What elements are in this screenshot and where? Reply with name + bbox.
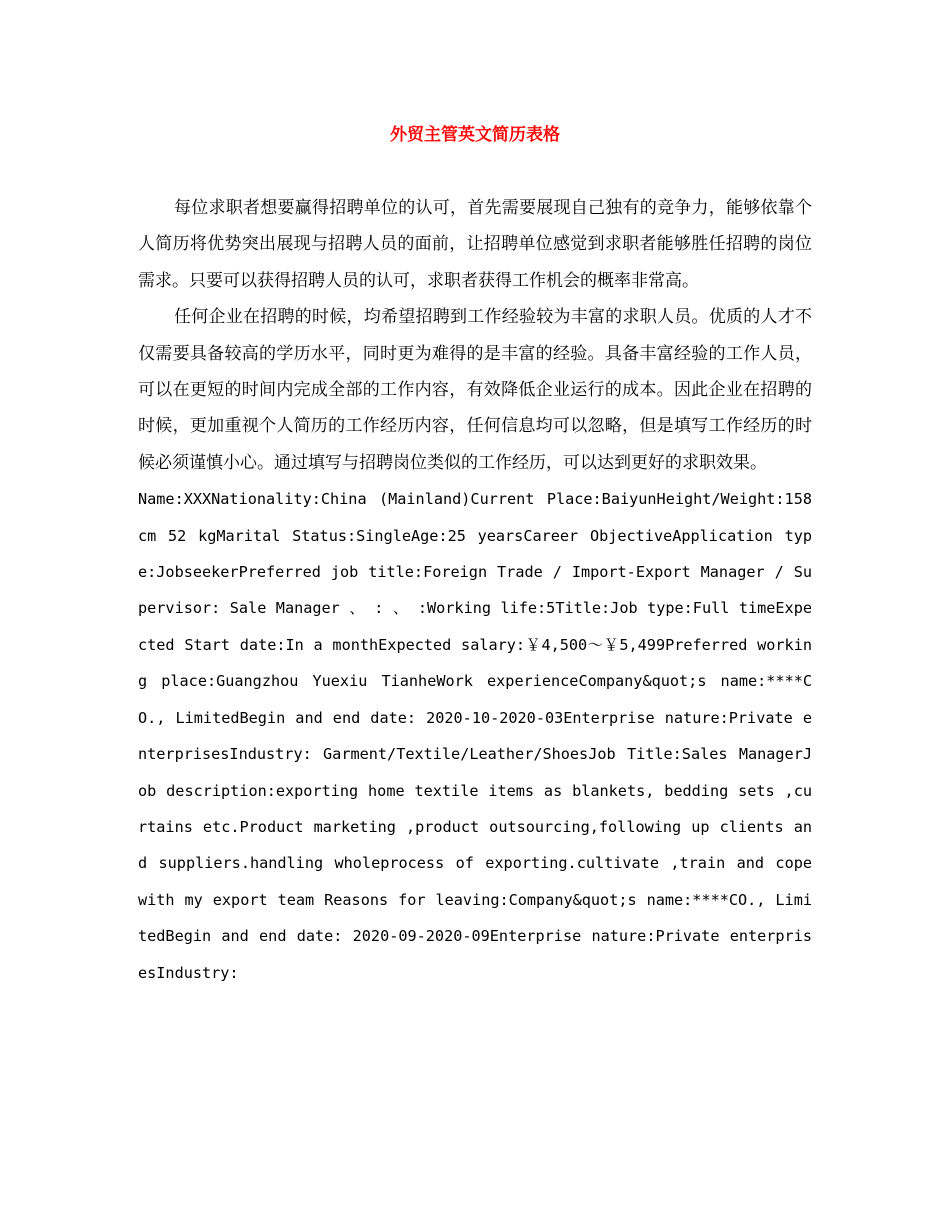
experience-paragraph: 任何企业在招聘的时候，均希望招聘到工作经验较为丰富的求职人员。优质的人才不仅需要具备较高的学历水平，同时更为难得的是丰富的经验。具备丰富经验的工作人员，可以在更短的时间内完成全部的工作内容，有效降低企业运行的成本。因此企业在招聘的时候，更加重视个人简历的工作经历内容，任何信息均可以忽略，但是填写工作经历的时候必须谨慎小心。通过填写与招聘岗位类似的工作经历，可以达到更好的求职效果。: [138, 307, 812, 473]
intro-paragraph: 每位求职者想要赢得招聘单位的认可，首先需要展现自己独有的竞争力，能够依靠个人简历将优势突出展现与招聘人员的面前，让招聘单位感觉到求职者能够胜任招聘的岗位需求。只要可以获得招聘人员的认可，求职者获得工作机会的概率非常高。: [138, 198, 812, 291]
document-body: [138, 190, 812, 991]
page-title: 外贸主管英文简历表格: [390, 125, 560, 145]
resume-details: Name:XXXNationality:China (Mainland)Current Place:BaiyunHeight/Weight:158 cm 52 kgMarital Status:SingleAge:25 yearsCareer ObjectiveApplication type:JobseekerPreferred job title:Foreign Trade / Import-Export Manager / Supervisor: Sale Manager 、 : 、 :Working life:5Title:Job type:Full timeExpected Start date:In a monthExpected salary:￥4,500～￥5,499Preferred working place:Guangzhou Yuexiu TianheWork experienceCompany&quot;s name:****CO., LimitedBegin and end date: 2020-10-2020-03Enterprise nature:Private enterprisesIndustry: Garment/Textile/Leather/ShoesJob Title:Sales ManagerJob description:exporting home textile items as blankets, bedding sets ,curtains etc.Product marketing ,product outsourcing,following up clients and suppliers.handling wholeprocess of exporting.cultivate ,train and cope with my export team Reasons for leaving:Company&quot;s name:****CO., LimitedBegin and end date: 2020-09-2020-09Enterprise nature:Private enterprisesIndustry:: [138, 490, 812, 982]
